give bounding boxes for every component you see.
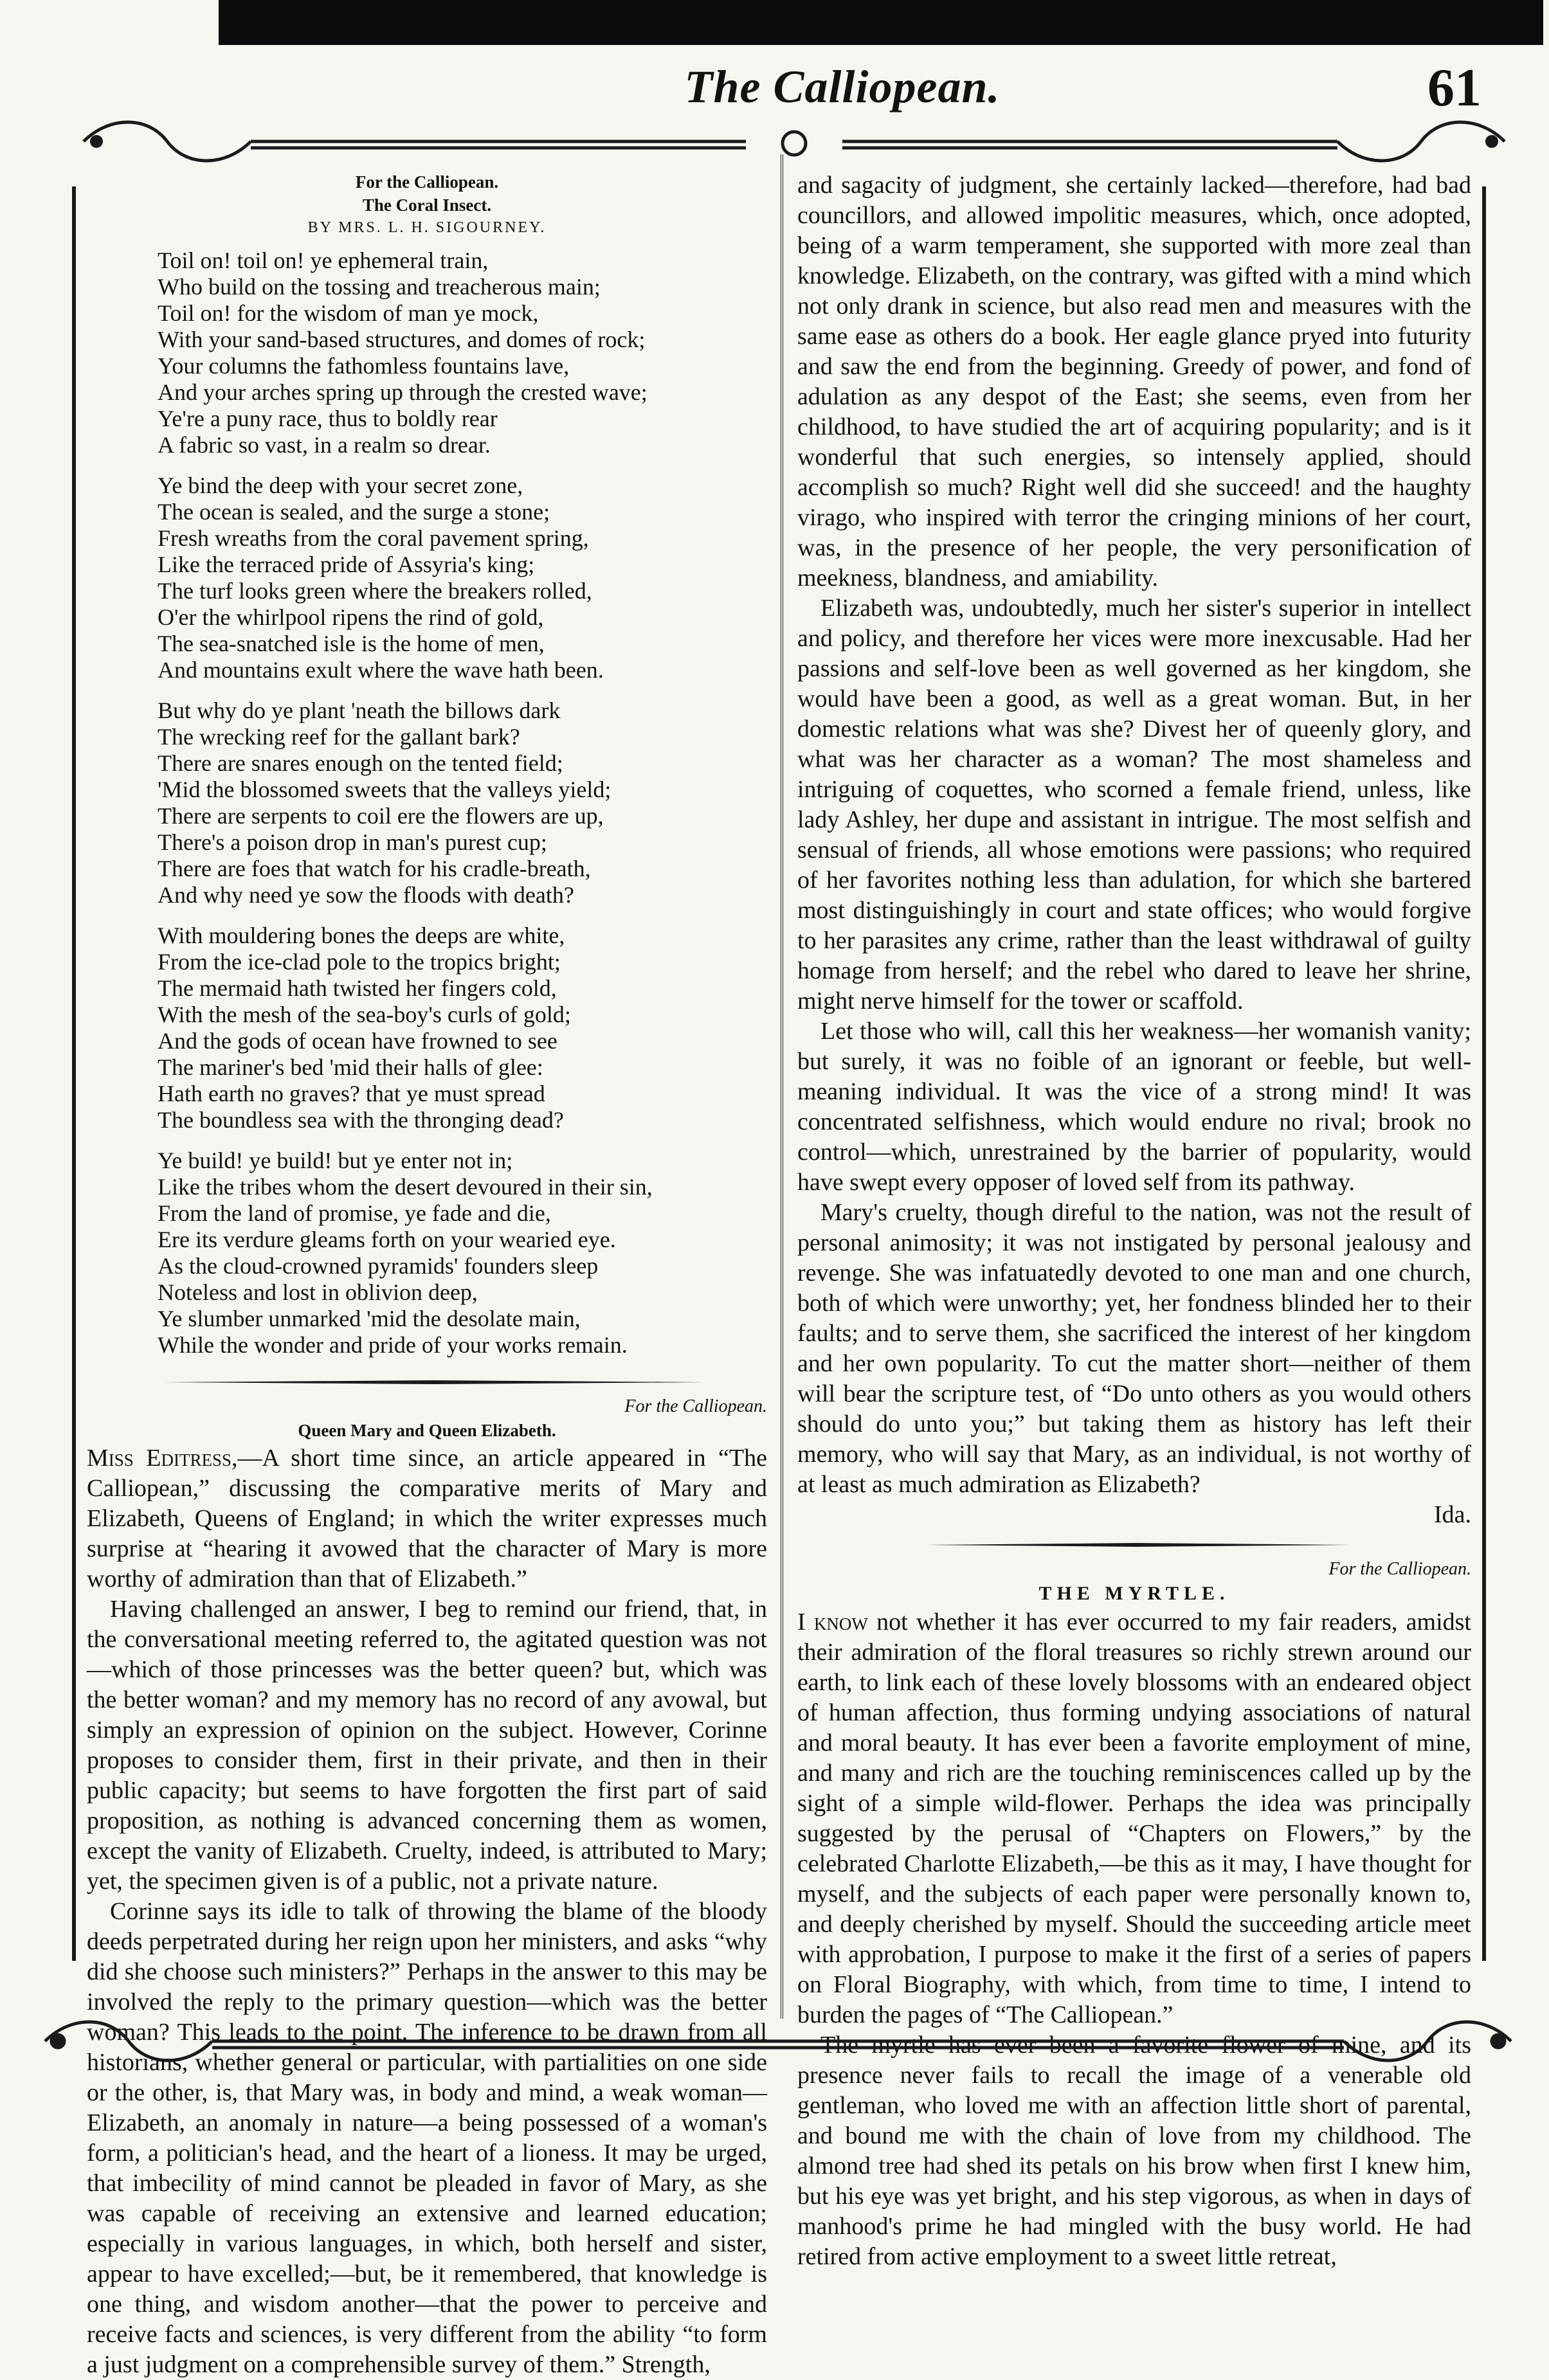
poem-line: Who build on the tossing and treacherous main; [158,274,601,300]
poem-line: The ocean is sealed, and the surge a stone; [158,499,550,525]
poem-author: BY MRS. L. H. SIGOURNEY. [307,219,547,236]
right-column [797,170,1471,2270]
poem-line: 'Mid the blossomed sweets that the valleys yield; [158,777,611,802]
poem-title: The Coral Insect. [362,195,492,215]
poem-credit: For the Calliopean. [355,172,499,192]
poem-stanza [158,698,767,908]
poem-line: There's a poison drop in man's purest cup; [158,829,547,855]
poem-line: From the ice-clad pole to the tropics bright; [158,949,561,975]
paragraph: Let those who will, call this her weakness—her womanish vanity; but surely, it was no foible of an ignorant or feeble, but well-meaning individual. It was the vice of a strong mind! It was concentrated selfishness, which would endure no rival; brook no control—which, unrestrained by the barrier of popularity, would have swept every opposer of loved self from its pathway. [797,1018,1471,1196]
poem-line: Ye're a puny race, thus to boldly rear [158,406,498,431]
article1-signature: Ida. [1433,1501,1471,1528]
poem-line: Ye build! ye build! but ye enter not in; [158,1148,513,1173]
poem-line: And your arches spring up through the crested wave; [158,379,648,405]
poem-line: Your columns the fathomless fountains lave, [158,353,570,379]
paragraph [87,1443,767,1594]
poem-line: Ere its verdure gleams forth on your wearied eye. [158,1227,616,1252]
poem-line: The mermaid hath twisted her fingers cold, [158,975,557,1001]
article2-title: THE MYRTLE. [1038,1583,1230,1604]
poem-line: There are serpents to coil ere the flowers are up, [158,803,604,829]
poem-body [87,248,767,1358]
poem-line: While the wonder and pride of your works remain. [158,1332,628,1358]
poem-line: With mouldering bones the deeps are white, [158,923,565,948]
masthead-title: The Calliopean. [684,61,1001,113]
poem-stanza [158,248,767,458]
top-black-band [219,0,1543,45]
poem-line: Like the terraced pride of Assyria's king; [158,552,535,577]
poem-stanza [158,1148,767,1358]
left-column [87,170,767,2378]
poem-line: There are snares enough on the tented field; [158,750,563,776]
article1-credit: For the Calliopean. [624,1396,767,1416]
poem-line: The boundless sea with the thronging dead? [158,1107,564,1133]
poem-line: Toil on! for the wisdom of man ye mock, [158,300,539,326]
article1-title: Queen Mary and Queen Elizabeth. [298,1421,556,1440]
poem-line: And why need ye sow the floods with death? [158,882,574,908]
poem-line: From the land of promise, ye fade and die, [158,1200,551,1226]
poem-stanza [158,923,767,1133]
page-number: 61 [1427,58,1481,118]
poem-line: There are foes that watch for his cradle-breath, [158,856,591,881]
section-rule [797,1535,1471,1555]
poem-line: Ye slumber unmarked 'mid the desolate main, [158,1306,581,1331]
article2-body [797,1607,1471,2272]
poem-line: The sea-snatched isle is the home of men, [158,631,545,656]
poem-line: But why do ye plant 'neath the billows dark [158,698,561,723]
header-scroll-ornament [71,113,1517,170]
salutation: Miss Editress, [87,1445,238,1472]
poem-line: Hath earth no graves? that ye must spread [158,1081,545,1106]
paragraph-text: not whether it has ever occurred to my fair readers, amidst their admiration of the floral treasures so richly strewn around our earth, to link each of these lovely blossoms with an endeared object of human affection, thus forming undying associations of natural and moral beauty. It has ever been a favorite employment of mine, and many and rich are the touching reminiscences called up by the sight of a simple wild-flower. Perhaps the idea was principally suggested by the perusal of “Chapters on Flowers,” by the celebrated Charlotte Elizabeth,—be this as it may, I have thought for myself, and the subjects of each paper were personally known to, and deeply cherished by myself. Should the succeeding article meet with approbation, I purpose to make it the first of a series of papers on Floral Biography, with which, from time to time, I intend to burden the pages of “The Calliopean.” [797,1609,1471,2028]
poem-line: Like the tribes whom the desert devoured in their sin, [158,1174,653,1200]
poem-line: Fresh wreaths from the coral pavement spring, [158,525,589,551]
paragraph: Corinne says its idle to talk of throwing the blame of the bloody deeds perpetrated during her reign upon her ministers, and asks “why did she choose such ministers?” Perhaps in the answer to this may be involved the reply to the primary question—which was the better woman? This leads to the point. The inference to be drawn from all historians, whether general or particular, with partialities on one side or the other, is, that Mary was, in body and mind, a weak woman—Elizabeth, an anomaly in nature—a being possessed of a woman's form, a politician's head, and the heart of a lioness. It may be urged, that imbecility of mind cannot be pleaded in favor of Mary, as she was capable of receiving an extensive and learned education; especially in various languages, in which, both herself and sister, appear to have excelled;—but, be it remembered, that knowledge is one thing, and wisdom another—that the power to perceive and receive facts and sciences, is very different from the ability “to form a just judgment on a comprehensible survey of them.” Strength, [87,1898,767,2378]
poem-line: As the cloud-crowned pyramids' founders sleep [158,1253,599,1279]
poem-line: With the mesh of the sea-boy's curls of gold; [158,1002,571,1027]
poem-line: O'er the whirlpool ripens the rind of gold, [158,604,544,630]
poem-stanza [158,473,767,683]
poem-line: Noteless and lost in oblivion deep, [158,1279,478,1305]
footer-scroll-ornament [39,2012,1517,2070]
paragraph [797,1607,1471,2030]
paragraph: and sagacity of judgment, she certainly lacked—therefore, had bad councillors, and allowed impolitic measures, which, once adopted, being of a warm temperament, she supported with more zeal than knowledge. Elizabeth, on the contrary, was gifted with a mind which not only drank in science, but also read men and measures with the same ease as others do a book. Her eagle glance pryed into futurity and saw the end from the beginning. Greedy of power, and fond of adulation as any despot of the East; she seems, even from her childhood, to have studied the art of acquiring popularity; and is it wonderful that such energies, so intensely applied, should accomplish so much? Right well did she succeed! and the haughty virago, who inspired with terror the cringing minions of her court, was, in the presence of her people, the very personification of meekness, blandness, and amiability. [797,172,1471,591]
poem-line: A fabric so vast, in a realm so drear. [158,432,491,458]
column-divider [781,154,786,2019]
right-border-rule [1482,186,1486,1961]
article1-body [87,1443,767,2380]
paragraph-text: —A short time since, an article appeared in “The Calliopean,” discussing the comparative merits of Mary and Elizabeth, Queens of England; in which the writer expresses much surprise at “hearing it avowed that the character of Mary is more worthy of admiration than that of Elizabeth.” [87,1445,767,1592]
paragraph: Mary's cruelty, though direful to the nation, was not the result of personal animosity; it was not instigated by personal jealousy and revenge. She was infatuatedly devoted to one man and one church, both of which were unworthy; yet, her fondness blinded her to their faults; and to serve them, she sacrificed the interest of her kingdom and her own popularity. To cut the matter short—neither of them will bear the scripture test, of “Do unto others as you would others should do unto you;” but taking them as history has left their memory, who will say that Mary, as an individual, is not worthy of at least as much admiration as Elizabeth? [797,1199,1471,1498]
poem-line: And mountains exult where the wave hath been. [158,657,604,683]
poem-line: Ye bind the deep with your secret zone, [158,473,523,498]
paragraph: Elizabeth was, undoubtedly, much her sister's superior in intellect and policy, and therefore her vices were more inexcusable. Had her passions and self-love been as well governed as her kingdom, she would have been a good, as well as a great woman. But, in her domestic relations what was she? Divest her of queenly glory, and what was her character as a woman? The most shameless and intriguing of coquettes, who scorned a female friend, unless, like lady Ashley, her dupe and assistant in intrigue. The most selfish and sensual of friends, all whose emotions were passions; who required of her favorites nothing less than adulation, for which she bartered most distinguishingly in court and state offices; who would forgive to her parasites any crime, rather than the least withdrawal of guilty homage from herself; and the rebel who dared to leave her shrine, might nerve himself for the tower or scaffold. [797,595,1471,1014]
opening-words: I know [797,1609,868,1636]
poem-line: Toil on! toil on! ye ephemeral train, [158,248,489,273]
left-border-rule [72,186,76,1961]
article1-continuation [797,170,1471,1500]
poem-line: With your sand-based structures, and domes of rock; [158,327,646,352]
article2-credit: For the Calliopean. [1328,1559,1471,1579]
paragraph: The myrtle has ever been a favorite flower of mine, and its presence never fails to recall the image of a venerable old gentleman, who loved me with an affection little short of parental, and bound me with the chain of love from my childhood. The almond tree had shed its petals on his brow when first I knew him, but his eye was yet bright, and his step vigorous, as when in days of manhood's prime he had mingled with the busy world. He had retired from active employment to a sweet little retreat, [797,2032,1471,2270]
paragraph: Having challenged an answer, I beg to remind our friend, that, in the conversational meeting referred to, the agitated question was not—which of those princesses was the better queen? but, which was the better woman? and my memory has no record of any avowal, but simply an expression of opinion on the subject. However, Corinne proposes to consider them, first in their private, and then in their public capacity; but seems to have forgotten the first part of said proposition, as nothing is advanced concerning them as women, except the vanity of Elizabeth. Cruelty, indeed, is attributed to Mary; yet, the specimen given is of a public, not a private nature. [87,1596,767,1895]
poem-line: And the gods of ocean have frowned to see [158,1028,557,1054]
poem-line: The turf looks green where the breakers rolled, [158,578,592,604]
poem-line: The mariner's bed 'mid their halls of glee: [158,1054,543,1080]
section-rule [87,1373,767,1392]
poem-line: The wrecking reef for the gallant bark? [158,724,520,750]
